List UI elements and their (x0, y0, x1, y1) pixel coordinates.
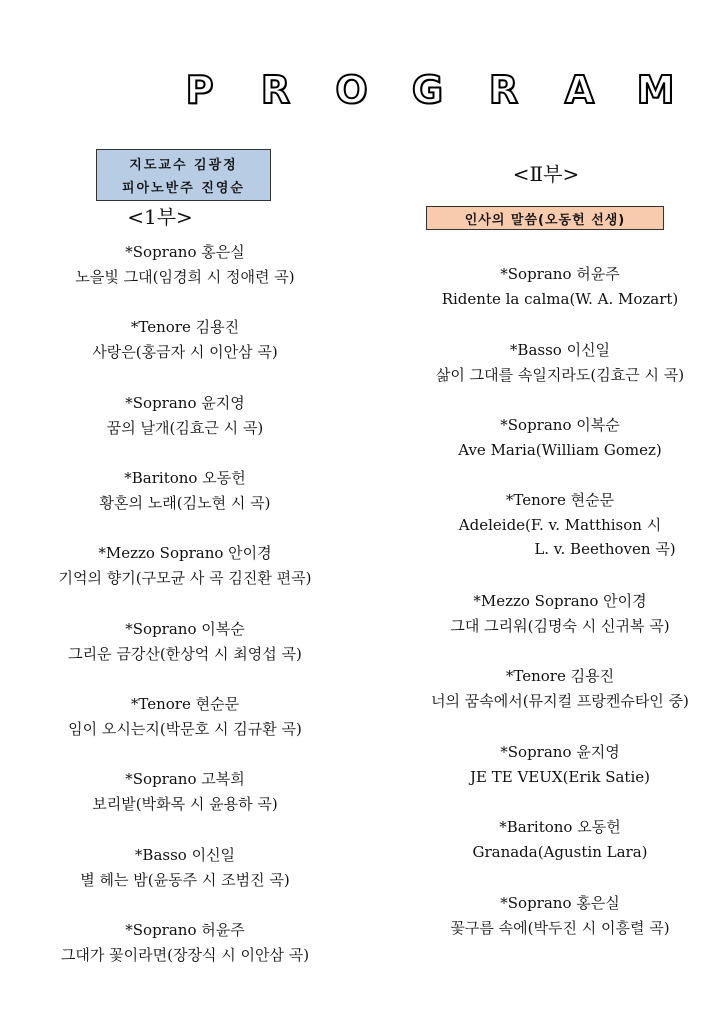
program-item (20, 845, 350, 890)
program-title (176, 70, 679, 110)
song: 그대가 꽃이라면(장장식 시 이안삼 곡) (60, 946, 310, 964)
performer: *Mezzo Soprano 안이경 (473, 592, 647, 610)
song: 사랑은(홍금자 시 이안삼 곡) (92, 343, 278, 361)
song: Granada(Agustin Lara) (472, 843, 648, 861)
program-item (20, 920, 350, 965)
song: 임이 오시는지(박문호 시 김규환 곡) (68, 720, 302, 738)
program-item (400, 817, 720, 862)
program-item (20, 317, 350, 362)
song: 꽃구름 속에(박두진 시 이흥렬 곡) (450, 919, 670, 937)
performer: *Soprano 이복순 (500, 416, 620, 434)
song: Ave Maria(William Gomez) (458, 441, 662, 459)
performer: *Tenore 김용진 (130, 318, 240, 336)
program-item (20, 769, 350, 814)
song: 삶이 그대를 속일지라도(김효근 시 곡) (435, 366, 685, 384)
title-letter: P (185, 68, 214, 112)
greeting-box: 인사의 말씀(오동헌 선생) (426, 206, 664, 230)
program-item (400, 340, 720, 385)
program-item (20, 543, 350, 588)
performer: *Soprano 윤지영 (500, 743, 620, 761)
program-item (400, 893, 720, 938)
performer: *Soprano 이복순 (125, 620, 245, 638)
song: 별 헤는 밤(윤동주 시 조범진 곡) (80, 871, 290, 889)
song: Ridente la calma(W. A. Mozart) (441, 290, 679, 308)
song: 황혼의 노래(김노현 시 곡) (99, 494, 271, 512)
program-item (400, 742, 720, 787)
part2-label: <Ⅱ부> (512, 162, 580, 186)
program-item (20, 242, 350, 287)
staff-professor: 지도교수 김광정 (129, 158, 238, 173)
title-letter: G (411, 68, 444, 112)
performer: *Soprano 허윤주 (500, 265, 620, 283)
song: Adeleide(F. v. Matthison 시 (458, 516, 662, 534)
performer: *Baritono 오동헌 (499, 818, 621, 836)
title-letter: R (488, 68, 519, 112)
song-continued: L. v. Beethoven 곡) (534, 540, 676, 558)
song: 그대 그리워(김명숙 시 신귀복 곡) (450, 617, 670, 635)
program-item (20, 468, 350, 513)
performer: *Mezzo Soprano 안이경 (98, 544, 272, 562)
performer: *Tenore 김용진 (505, 667, 615, 685)
song: 노을빛 그대(임경희 시 정애련 곡) (75, 268, 295, 286)
performer: *Soprano 윤지영 (125, 394, 245, 412)
performer: *Soprano 허윤주 (125, 921, 245, 939)
performer: *Soprano 고복희 (125, 770, 245, 788)
program-item (400, 591, 720, 636)
song: 너의 꿈속에서(뮤지컬 프랑켄슈타인 중) (431, 692, 689, 710)
program-item (400, 415, 720, 460)
title-letter: O (335, 68, 368, 112)
performer: *Tenore 현순문 (505, 491, 615, 509)
part1-label: <1부> (127, 205, 193, 229)
program-item (400, 490, 720, 559)
performer: *Basso 이신일 (134, 846, 236, 864)
program-item (20, 694, 350, 739)
song: 그리운 금강산(한상억 시 최영섭 곡) (68, 645, 302, 663)
song: 꿈의 날개(김효근 시 곡) (106, 419, 264, 437)
program-item (400, 666, 720, 711)
performer: *Soprano 홍은실 (500, 894, 620, 912)
performer: *Tenore 현순문 (130, 695, 240, 713)
song: 기억의 향기(구모균 사 곡 김진환 편곡) (58, 569, 312, 587)
song: JE TE VEUX(Erik Satie) (470, 768, 650, 786)
program-item (400, 264, 720, 309)
title-letter: M (636, 68, 675, 112)
title-letter: R (260, 68, 291, 112)
staff-box (96, 149, 271, 201)
program-item (20, 619, 350, 664)
performer: *Soprano 홍은실 (125, 243, 245, 261)
song: 보리밭(박화목 시 윤용하 곡) (92, 795, 278, 813)
staff-pianist: 피아노반주 진영순 (122, 181, 245, 196)
performer: *Baritono 오동헌 (124, 469, 246, 487)
performer: *Basso 이신일 (509, 341, 611, 359)
program-item (20, 393, 350, 438)
title-letter: A (564, 68, 595, 112)
